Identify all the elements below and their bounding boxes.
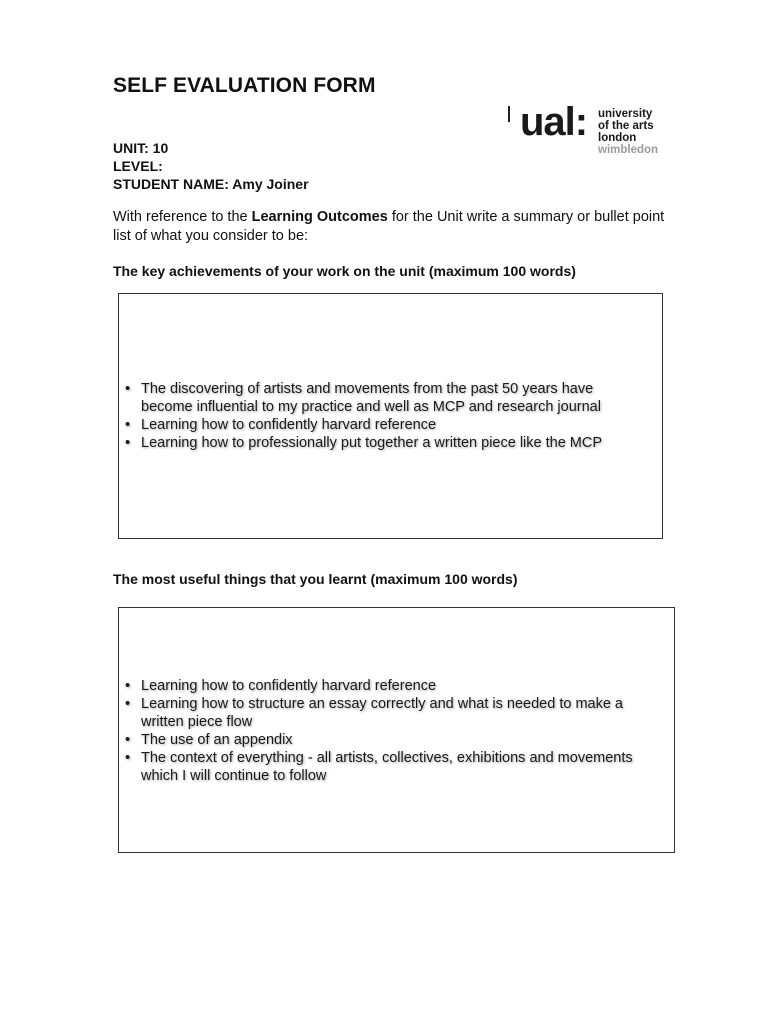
level-field: LEVEL: bbox=[113, 158, 163, 174]
list-item: • The context of everything - all artists, collectives, exhibitions and movements which I will continue to follow bbox=[124, 749, 659, 785]
student-name-field bbox=[113, 175, 309, 193]
student-details bbox=[113, 139, 309, 193]
list-item: • Learning how to confidently harvard reference bbox=[124, 677, 659, 695]
learnings-list bbox=[124, 677, 659, 785]
list-item: • The use of an appendix bbox=[124, 731, 659, 749]
student-name-label: STUDENT NAME: bbox=[113, 176, 229, 192]
intro-after: for the Unit write a summary or bullet point list of what you consider to be: bbox=[113, 209, 665, 244]
intro-before: With reference to the bbox=[113, 209, 252, 225]
ual-logo bbox=[508, 102, 668, 158]
logo-line-4: wimbledon bbox=[598, 144, 659, 156]
logo-line-3: london bbox=[598, 132, 637, 144]
logo-line-1: university bbox=[598, 108, 653, 120]
logo-divider bbox=[508, 106, 510, 122]
student-name-value: Amy Joiner bbox=[232, 176, 309, 192]
unit-field: UNIT: 10 bbox=[113, 140, 169, 156]
logo-line-2: of the arts bbox=[598, 120, 654, 132]
page-title: SELF EVALUATION FORM bbox=[113, 74, 376, 97]
intro-learning-outcomes: Learning Outcomes bbox=[251, 209, 388, 225]
achievements-list bbox=[124, 380, 644, 452]
achievements-heading: The key achievements of your work on the unit (maximum 100 words) bbox=[113, 263, 576, 279]
intro-text bbox=[113, 208, 673, 246]
learnings-heading: The most useful things that you learnt (maximum 100 words) bbox=[113, 571, 518, 587]
logo-wordmark bbox=[598, 108, 658, 156]
list-item: • The discovering of artists and movements from the past 50 years have become influential to my practice and well as MCP and research journal bbox=[124, 380, 644, 416]
logo-mark: ual: bbox=[520, 100, 588, 144]
list-item: • Learning how to professionally put together a written piece like the MCP bbox=[124, 434, 644, 452]
list-item: • Learning how to structure an essay correctly and what is needed to make a written piece flow bbox=[124, 695, 659, 731]
list-item: • Learning how to confidently harvard reference bbox=[124, 416, 644, 434]
